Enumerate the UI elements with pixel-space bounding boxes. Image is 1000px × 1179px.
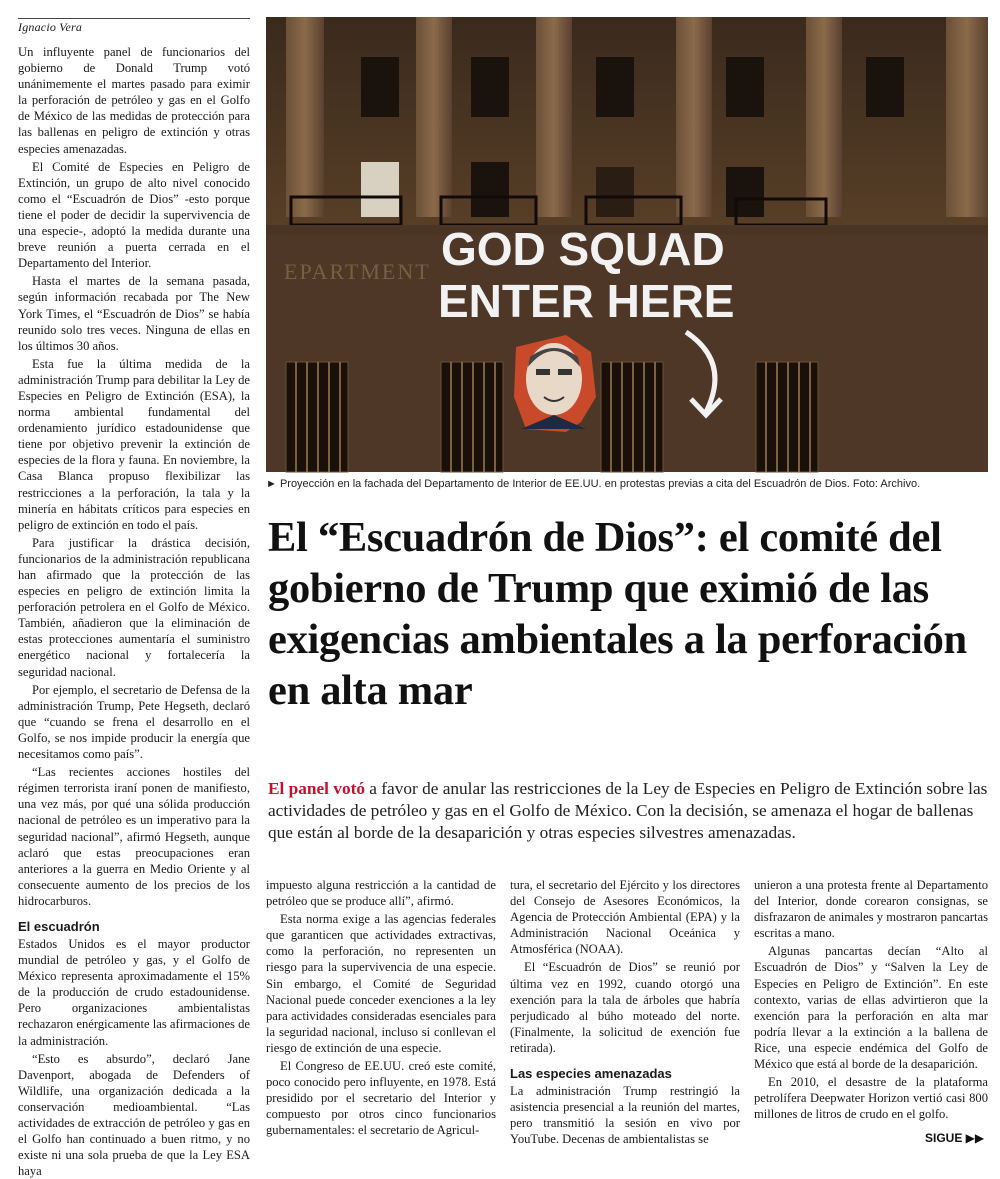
paragraph: “Esto es absurdo”, declaró Jane Davenport, abogada de Defenders of Wildlife, una organización dedicada a la conservación medioambiental. “Las actividades de extracción de petróleo y gas en el Golfo han continuado a buen ritmo, y no existe ni una sola prueba de que la Ley ESA haya: [18, 1051, 250, 1179]
continue-marker: SIGUE ▶▶: [925, 1131, 985, 1145]
paragraph: Esta norma exige a las agencias federales que garanticen que actividades extractivas, como la perforación, no representen un riesgo para la supervivencia de una especie. Sin embargo, el Comité de Seguridad Nacional puede conceder exenciones a la ley para actividades consideradas esenciales para la seguridad nacional, incluso si conllevan el riesgo de extinción de una especie.: [266, 912, 496, 1055]
article-column-3: [510, 877, 740, 1147]
article-column-2: [266, 877, 496, 1147]
subhead-el-escuadron: El escuadrón: [18, 918, 100, 934]
projected-portrait: [514, 335, 596, 432]
dek-lead: El panel votó: [268, 779, 365, 798]
paragraph: tura, el secretario del Ejército y los directores del Consejo de Asesores Económicos, la Agencia de Protección Ambiental (EPA) y la Administración Nacional Oceánica y Atmosférica (NOAA).: [510, 878, 740, 957]
dek-text: a favor de anular las restricciones de la Ley de Especies en Peligro de Extinción sobre las actividades de petróleo y gas en el Golfo de México. Con la decisión, se amenaza el hogar de ballenas que están al borde de la desaparición y otras especies silvestres amenazadas.: [268, 779, 988, 842]
paragraph: “Las recientes acciones hostiles del régimen terrorista iraní ponen de manifiesto, una vez más, por qué una sólida producción nacional de petróleo es un imperativo para la seguridad nacional”, afirmó Hegseth, aunque aclaró que estas preocupaciones eran anteriores a la guerra en Medio Oriente y al consecuente aumento de los precios de los hidrocarburos.: [18, 765, 250, 908]
paragraph: El “Escuadrón de Dios” se reunió por última vez en 1992, cuando otorgó una exención para la tala de árboles que habría perjudicado al búho moteado del norte. (Finalmente, la solicitud de exención fue retirada).: [510, 960, 740, 1055]
dek: [268, 778, 988, 844]
article-column-4: [754, 877, 988, 1147]
paragraph: Estados Unidos es el mayor productor mundial de petróleo y gas, y el Golfo de México representa aproximadamente el 15% de la producción de crudo estadounidense. Pero organizaciones ambientalistas rechazaron enérgicamente las afirmaciones de la administración.: [18, 936, 250, 1048]
byline: Ignacio Vera: [18, 20, 83, 34]
subhead-las-especies-amenazadas: Las especies amenazadas: [510, 1066, 672, 1082]
article-column-1: [18, 44, 250, 1179]
paragraph: La administración Trump restringió la asistencia presencial a la reunión del martes, pero transmitió la sesión en vivo por YouTube. Decenas de ambientalistas se: [510, 1084, 740, 1147]
photo-caption: ► Proyección en la fachada del Departamento de Interior de EE.UU. en protestas previas a cita del Escuadrón de Dios. Foto: Archivo.: [266, 478, 921, 490]
lead-photo: [266, 17, 988, 472]
paragraph: Hasta el martes de la semana pasada, según información recabada por The New York Times, el “Escuadrón de Dios” se había reunido solo tres veces. Ninguna de ellas en los últimos 30 años.: [18, 274, 250, 353]
headline: El “Escuadrón de Dios”: el comité del gobierno de Trump que eximió de las exigencias ambientales a la perforación en alta mar: [268, 514, 967, 714]
paragraph: En 2010, el desastre de la plataforma petrolífera Deepwater Horizon vertió casi 800 millones de litros de crudo en el golfo.: [754, 1075, 988, 1122]
paragraph: Por ejemplo, el secretario de Defensa de la administración Trump, Pete Hegseth, declaró que “cuando se frena el desarrollo en el Golfo, se nos impide producir la energía que necesitamos como país”.: [18, 682, 250, 762]
paragraph: Para justificar la drástica decisión, funcionarios de la administración republicana han afirmado que la protección de las especies en peligro de extinción limita la perforación petrolera en el Golfo de México. También, añadieron que la eliminación de estas protecciones aumentaría el suministro energético nacional y fortalecería la seguridad nacional.: [18, 535, 250, 679]
paragraph: Algunas pancartas decían “Alto al Escuadrón de Dios” y “Salven la Ley de Especies en Peligro de Extinción”. En este contexto, varias de ellas advirtieron que la exención para la perforación en alta mar podría llevar a la extinción a la ballena de Rice, una especie endémica del Golfo de México que está al borde de la desaparición.: [754, 944, 988, 1072]
paragraph: Esta fue la última medida de la administración Trump para debilitar la Ley de Especies en Peligro de Extinción (ESA), la norma ambiental fundamental del ordenamiento jurídico estadounidense que tiene por objetivo prevenir la extinción de especies de la flora y fauna. En noviembre, la Casa Blanca propuso flexibilizar las restricciones a la perforación, la tala y la minería en hábitats críticos para especies en peligro de extinción en todo el país.: [18, 356, 250, 532]
projected-text-line-1: GOD SQUAD: [441, 223, 725, 275]
paragraph: unieron a una protesta frente al Departamento del Interior, donde corearon consignas, se disfrazaron de animales y mostraron pancartas escritas a mano.: [754, 878, 988, 941]
facade-inscription: EPARTMENT: [284, 259, 431, 284]
paragraph: El Comité de Especies en Peligro de Extinción, un grupo de alto nivel conocido como el “Escuadrón de Dios” -esto porque tiene el poder de decidir la supervivencia de una especie-, adoptó la medida durante una breve reunión a puerta cerrada en el Departamento del Interior.: [18, 159, 250, 271]
building-facade-photo: [266, 17, 988, 472]
projected-text-line-2: ENTER HERE: [438, 275, 735, 327]
paragraph: Un influyente panel de funcionarios del gobierno de Donald Trump votó unánimemente el martes pasado para eximir la perforación de petróleo y gas en el Golfo de México de las medidas de protección para las ballenas en peligro de extinción y otras especies amenazadas.: [18, 45, 250, 156]
paragraph: El Congreso de EE.UU. creó este comité, poco conocido pero influyente, en 1978. Está presidido por el secretario del Interior y compuesto por otros cinco funcionarios gubernamentales: el secretario de Agricul-: [266, 1059, 496, 1138]
paragraph: impuesto alguna restricción a la cantidad de petróleo que se produce allí”, afirmó.: [266, 878, 496, 909]
byline-rule: [18, 18, 250, 19]
